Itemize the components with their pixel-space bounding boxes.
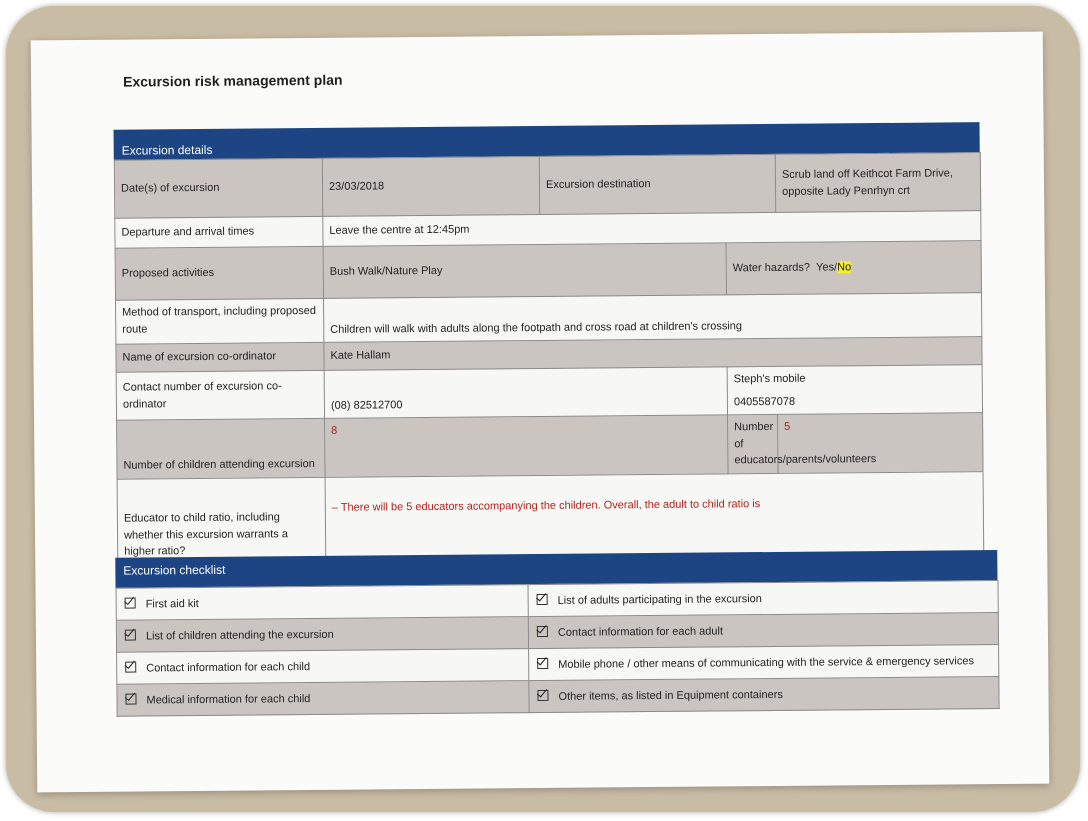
checklist-item[interactable] bbox=[117, 649, 529, 685]
checkbox-checked-icon[interactable] bbox=[537, 626, 548, 637]
checklist-row bbox=[117, 677, 999, 717]
checkbox-checked-icon[interactable] bbox=[125, 694, 136, 705]
checklist-item-label: First aid kit bbox=[145, 597, 199, 611]
ratio-label: Educator to child ratio, including whether this excursion warrants a higher ratio? bbox=[117, 477, 326, 565]
contact-label: Contact number of excursion co-ordinator bbox=[116, 370, 324, 420]
date-label: Date(s) of excursion bbox=[114, 158, 322, 218]
checkbox-checked-icon[interactable] bbox=[125, 630, 136, 641]
checklist-item-label: Mobile phone / other means of communicating with the service & emergency services bbox=[558, 655, 974, 671]
transport-row bbox=[116, 293, 982, 345]
checklist-item-label: List of children attending the excursion bbox=[145, 628, 334, 643]
water-hazards-label: Water hazards? bbox=[732, 261, 811, 275]
checkbox-checked-icon[interactable] bbox=[125, 662, 136, 673]
children-label: Number of children attending excursion bbox=[117, 418, 326, 478]
checkbox-checked-icon[interactable] bbox=[537, 594, 548, 605]
educators-value: 5 bbox=[778, 413, 984, 473]
checklist-item-label: Contact information for each child bbox=[146, 661, 311, 675]
checklist-item-label: List of adults participating in the excursion bbox=[557, 593, 762, 607]
times-label: Departure and arrival times bbox=[115, 216, 323, 248]
checklist-item[interactable] bbox=[529, 677, 999, 713]
checkbox-checked-icon[interactable] bbox=[537, 658, 548, 669]
checkbox-checked-icon[interactable] bbox=[125, 598, 136, 609]
checklist-item[interactable] bbox=[528, 613, 998, 649]
checklist-item-label: Contact information for each adult bbox=[557, 625, 724, 639]
checklist-item-label: Other items, as listed in Equipment containers bbox=[558, 688, 783, 703]
educators-label: Number of educators/parents/volunteers bbox=[728, 414, 779, 473]
children-value: 8 bbox=[325, 415, 728, 477]
checklist-item[interactable] bbox=[116, 585, 528, 621]
activities-value: Bush Walk/Nature Play bbox=[323, 243, 726, 299]
ratio-value: – There will be 5 educators accompanying the children. Overall, the adult to child ratio is bbox=[325, 471, 984, 563]
document-title: Excursion risk management plan bbox=[123, 71, 343, 90]
excursion-checklist-header: Excursion checklist bbox=[115, 550, 997, 588]
mobile-cell bbox=[727, 365, 982, 415]
activities-label: Proposed activities bbox=[115, 246, 323, 300]
checklist-item-label: Medical information for each child bbox=[146, 693, 311, 707]
water-hazards-no: No bbox=[837, 261, 852, 274]
activities-row bbox=[115, 241, 981, 301]
checklist-item[interactable] bbox=[117, 681, 529, 717]
checklist-item[interactable] bbox=[528, 581, 998, 617]
date-row bbox=[114, 153, 980, 219]
checklist-item[interactable] bbox=[116, 617, 528, 653]
document-page bbox=[31, 32, 1050, 793]
transport-value: Children will walk with adults along the footpath and cross road at children's crossing bbox=[324, 293, 982, 343]
excursion-details-header: Excursion details bbox=[114, 122, 980, 160]
water-hazards-yes: Yes/ bbox=[816, 261, 838, 274]
transport-label: Method of transport, including proposed route bbox=[116, 298, 324, 344]
destination-value: Scrub land off Keithcot Farm Drive, opposite Lady Penrhyn crt bbox=[775, 153, 980, 213]
water-hazards-cell bbox=[726, 241, 981, 295]
photo-frame bbox=[6, 6, 1080, 812]
coordinator-value: Kate Hallam bbox=[324, 337, 982, 371]
excursion-checklist-table bbox=[116, 580, 1000, 717]
contact-row bbox=[116, 365, 982, 421]
times-value: Leave the centre at 12:45pm bbox=[323, 211, 981, 247]
mobile-label: Steph's mobile bbox=[733, 372, 806, 386]
coordinator-label: Name of excursion co-ordinator bbox=[116, 342, 324, 372]
excursion-details-table bbox=[114, 152, 985, 565]
checkbox-checked-icon[interactable] bbox=[537, 690, 548, 701]
checklist-item[interactable] bbox=[529, 645, 999, 681]
numbers-row bbox=[117, 413, 983, 479]
date-value: 23/03/2018 bbox=[322, 156, 539, 216]
mobile-value: 0405587078 bbox=[733, 395, 796, 408]
destination-label: Excursion destination bbox=[539, 154, 775, 214]
contact-value: (08) 82512700 bbox=[324, 367, 727, 419]
